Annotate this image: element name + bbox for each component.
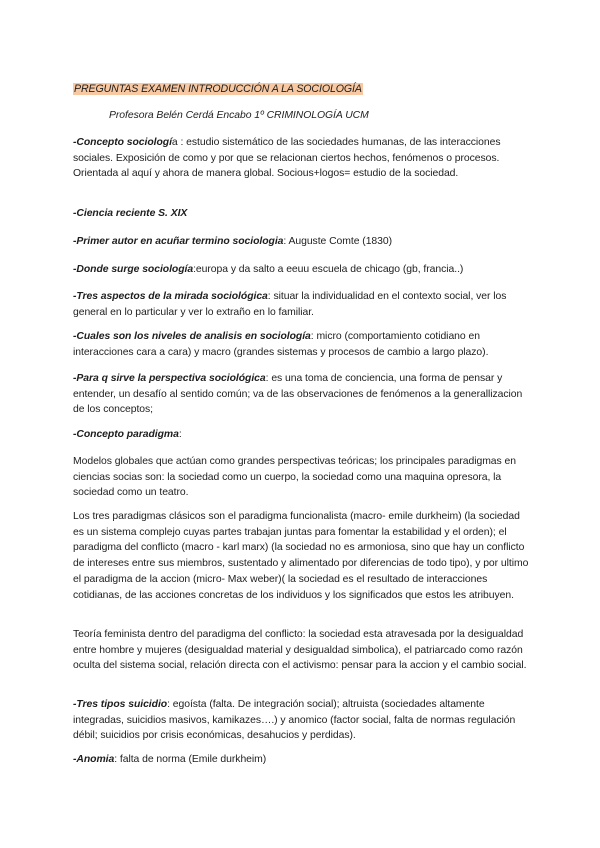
document-subtitle: Profesora Belén Cerdá Encabo 1º CRIMINOLOGÍA UCM <box>109 110 369 121</box>
item-tipos-suicidio <box>73 697 529 744</box>
item-term: -Concepto sociologí <box>73 137 172 148</box>
item-niveles-analisis <box>73 329 529 360</box>
item-text: a : estudio sistemático de las sociedades humanas, de las interacciones sociales. Exposición de como y por que se relacionan ciertos hechos, fenómenos o procesos. Orientada al aquí y ahora de manera global. Socious+logos= estudio de la sociedad. <box>73 137 501 180</box>
item-text: : <box>178 429 182 440</box>
item-term: -Primer autor en acuñar termino sociologia <box>73 236 284 247</box>
item-perspectiva <box>73 371 529 418</box>
item-term: -Cuales son los niveles de analisis en sociología <box>73 331 311 342</box>
paragraph-modelos: Modelos globales que actúan como grandes perspectivas teóricas; los principales paradigmas en ciencias socias son: la sociedad como un cuerpo, la sociedad como una maquina opresora, la sociedad como un teatro. <box>73 456 516 499</box>
item-term: -Tres tipos suicidio <box>73 699 168 710</box>
paragraph-teoria-feminista: Teoría feminista dentro del paradigma del conflicto: la sociedad esta atravesada por la desigualdad entre hombre y mujeres (desigualdad material y desigualdad simbolica), el patriarcado como razón oculta del sistema social, relación directa con el activismo: pensar para la accion y el cambio social. <box>73 629 527 672</box>
item-anomia <box>73 752 529 768</box>
item-term: -Donde surge sociología <box>73 264 194 275</box>
item-term: -Concepto paradigma <box>73 429 179 440</box>
paragraph-paradigmas: Los tres paradigmas clásicos son el paradigma funcionalista (macro- emile durkheim) (la sociedad es un sistema complejo cuyas partes trabajan juntas para fomentar la estabilidad y el orden); el paradigma del conflicto (macro - karl marx) (la sociedad no es armoniosa, sino que hay un conflicto de intereses entre sus miembros, sustentado y alimentado por diferencias de todo tipo), y por ultimo el paradigma de la accion (micro- Max weber)( la sociedad es el resultado de interacciones cotidianas, de las acciones concretas de los individuos y los significados que estos les atribuyen. <box>73 511 529 601</box>
item-term: -Ciencia reciente S. XIX <box>73 208 188 219</box>
item-primer-autor <box>73 234 529 250</box>
item-text: : falta de norma (Emile durkheim) <box>114 754 267 765</box>
item-text: : situar la individualidad en el contexto social, ver los general en lo particular y ver lo extraño en lo familiar. <box>73 291 507 318</box>
item-text: : egoísta (falta. De integración social); altruista (sociedades altamente integradas, suicidios masivos, kamikazes….) y anomico (factor social, falta de normas regulación débil; suicidios por crisis económicas, desahucios y perdidas). <box>73 699 516 742</box>
item-term: -Anomia <box>73 754 115 765</box>
item-text: :europa y da salto a eeuu escuela de chicago (gb, francia..) <box>193 264 464 275</box>
item-tres-aspectos <box>73 289 529 320</box>
item-ciencia-reciente <box>73 206 529 222</box>
item-concepto-sociologia <box>73 135 529 182</box>
item-term: -Para q sirve la perspectiva sociológica <box>73 373 266 384</box>
document-title <box>73 83 363 96</box>
item-text: : Auguste Comte (1830) <box>283 236 393 247</box>
document-title-highlight: PREGUNTAS EXAMEN INTRODUCCIÓN A LA SOCIOLOGÍA <box>74 83 362 95</box>
item-concepto-paradigma <box>73 427 529 443</box>
item-text: : micro (comportamiento cotidiano en interacciones cara a cara) y macro (grandes sistemas y procesos de cambio a largo plazo). <box>73 331 489 358</box>
item-donde-surge <box>73 262 529 278</box>
item-term: -Tres aspectos de la mirada sociológica <box>73 291 268 302</box>
item-text: : es una toma de conciencia, una forma de pensar y entender, un desafío al sentido común; va de las observaciones de fenómenos a la generallizacion de los conceptos; <box>73 373 523 416</box>
